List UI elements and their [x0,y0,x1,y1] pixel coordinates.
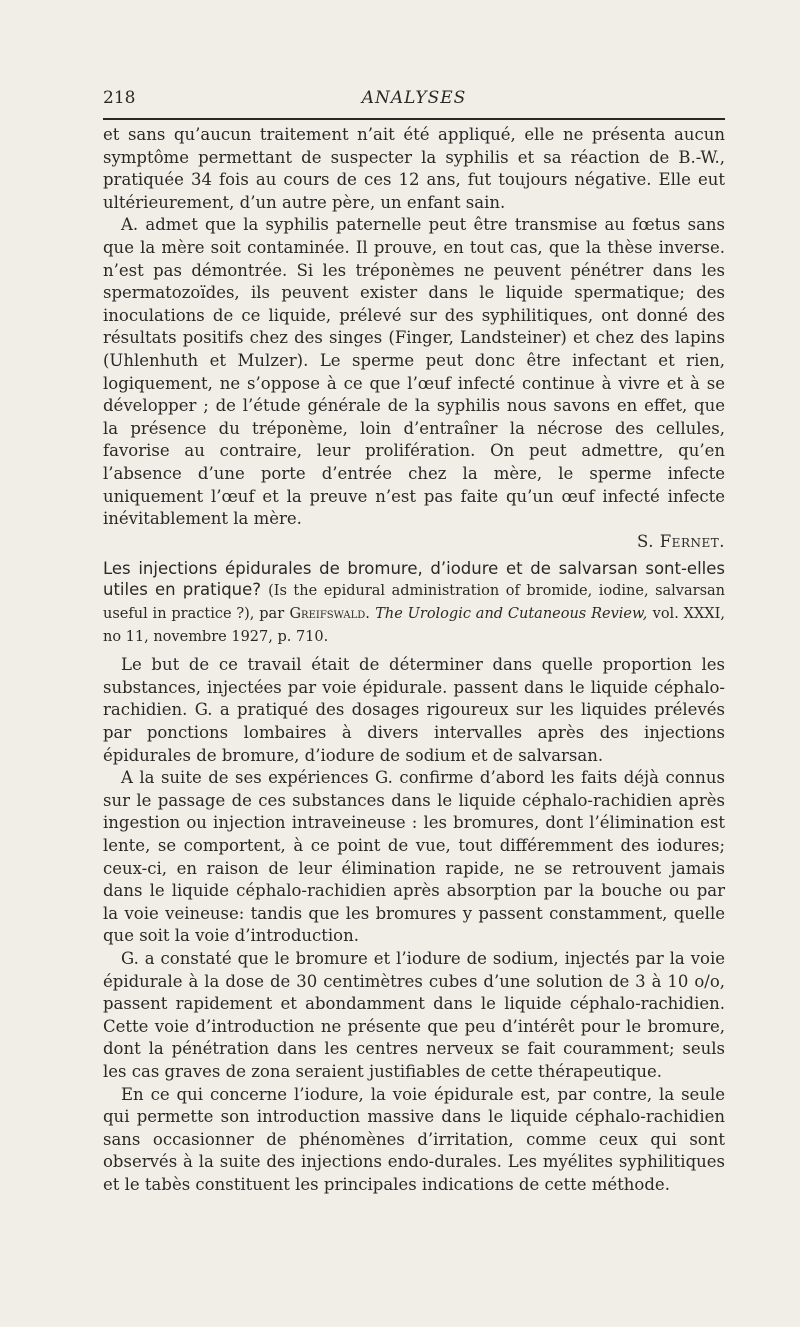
review-2-body [103,654,725,1196]
review-1-paragraph-1: et sans qu’aucun traitement n’ait été appliqué, elle ne présenta aucun symptôme permettant de suspecter la syphilis et sa réaction de B.-W., pratiquée 34 fois au cours de ces 12 ans, fut toujours négative. Elle eut ultérieurement, d’un autre père, un enfant sain. [103,125,725,212]
review-2-journal: The Urologic and Cutaneous Review, [375,606,648,623]
review-1-paragraph-2 [103,214,725,553]
review-2-paragraph-2: A la suite de ses expériences G. confirme d’abord les faits déjà connus sur le passage de ces substances dans le liquide céphalo-rachidien après ingestion ou injection intraveineuse : les bromures, dont l’élimination est lente, se comportent, à ce point de vue, tout différemment des iodures; ceux-ci, en raison de leur élimination rapide, ne se retrouvent jamais dans le liquide céphalo-rachidien après absorption par la bouche ou par la voie veineuse: tandis que les bromures y passent constamment, quelle que soit la voie d’introduction. [103,768,725,946]
review-1 [103,124,725,553]
review-2-author: Greifswald. [289,606,370,623]
running-title: ANALYSES [361,88,467,108]
review-2-heading [103,558,725,648]
review-2-paragraph-4: En ce qui concerne l’iodure, la voie épidurale est, par contre, la seule qui permette son introduction massive dans le liquide céphalo-rachidien sans occasionner de phénomènes d’irritation, comme ceux qui sont observés à la suite des injections endo-durales. Les myélites syphilitiques et le tabès constituent les principales indications de cette méthode. [103,1084,725,1194]
running-head [103,82,725,112]
review-2-paragraph-1: Le but de ce travail était de déterminer dans quelle proportion les substances, injectées par voie épidurale. passent dans le liquide céphalo-rachidien. G. a pratiqué des dosages rigoureux sur les liquides prélevés par ponctions lombaires à divers intervalles après des injections épidurales de bromure, d’iodure de sodium et de salvarsan. [103,655,725,765]
review-2-translation: (Is the epidural administration of bromide, iodine, salvarsan useful in practice ?), par [103,583,725,623]
review-1-paragraph-2-text: A. admet que la syphilis paternelle peut être transmise au fœtus sans que la mère soit contaminée. Il prouve, en tout cas, que la thèse inverse. n’est pas démontrée. Si les tréponèmes ne peuvent pénétrer dans les spermatozoïdes, ils peuvent exister dans le liquide spermatique; des inoculations de ce liquide, prélevé sur des syphilitiques, ont donné des résultats positifs chez des singes (Finger, Landsteiner) et chez des lapins (Uhlenhuth et Mulzer). Le sperme peut donc être infectant et rien, logiquement, ne s’oppose à ce que l’œuf infecté continue à vivre et à se développer ; de l’étude générale de la syphilis nous savons en effet, que la présence du tréponème, loin d’entraîner la nécrose des cellules, favorise au contraire, leur prolifération. On peut admettre, qu’en l’absence d’une porte d’entrée chez la mère, le sperme infecte uniquement l’œuf et la preuve n’est pas faite qu’un œuf infecté infecte inévitablement la mère. [103,215,725,529]
page-number: 218 [103,88,136,108]
document-page [103,82,725,1197]
review-2-headline: Les injections épidurales de bromure, d’iodure et de salvarsan sont-elles utiles en pratique? [103,559,725,600]
header-rule [103,118,725,120]
review-2-paragraph-3: G. a constaté que le bromure et l’iodure de sodium, injectés par la voie épidurale à la dose de 30 centimètres cubes d’une solution de 3 à 10 o/o, passent rapidement et abondamment dans le liquide céphalo-rachidien. Cette voie d’introduction ne présente que peu d’intérêt pour le bromure, dont la pénétration dans les centres nerveux se fait couramment; seuls les cas graves de zona seraient justifiables de cette thérapeutique. [103,949,725,1081]
reviewer-signature: S. Fernet. [637,531,725,551]
review-2-citation: vol. XXXI, no 11, novembre 1927, p. 710. [103,606,725,646]
